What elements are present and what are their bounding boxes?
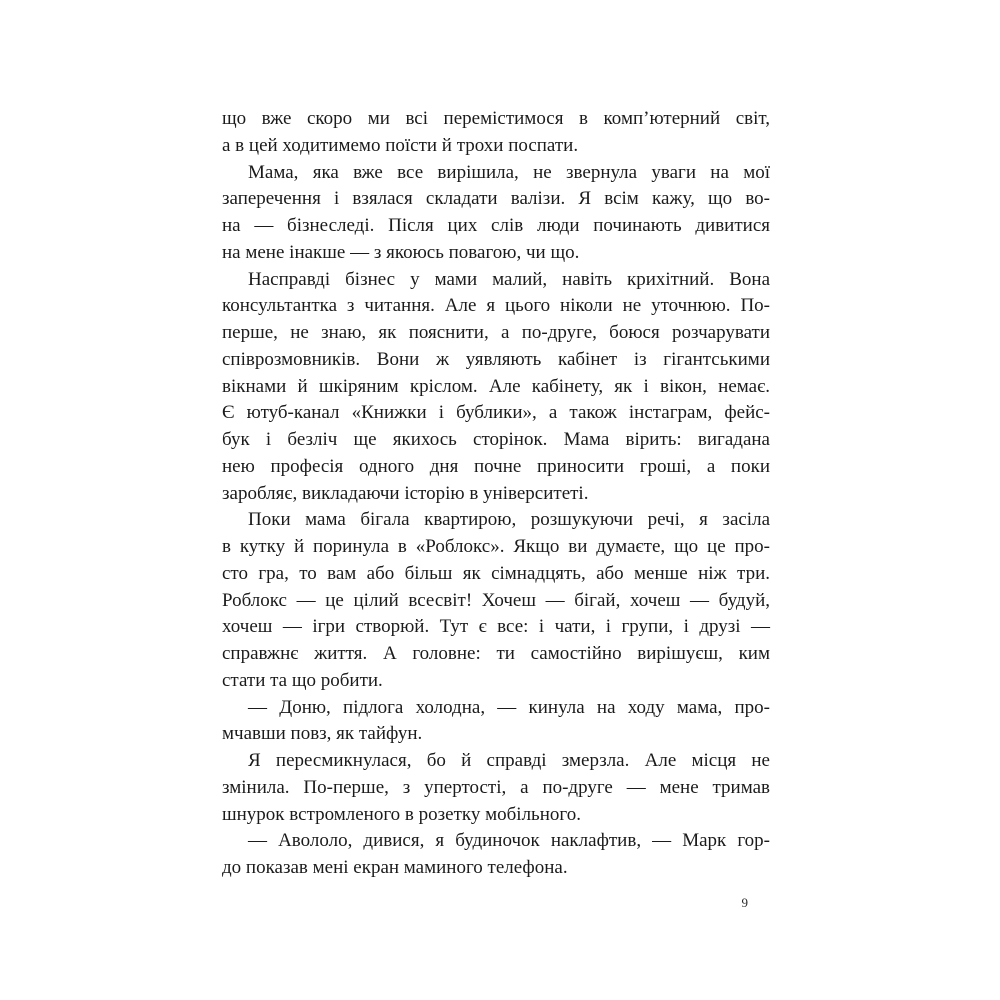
paragraph bbox=[222, 160, 770, 267]
text-line: сто гра, то вам або більш як сімнадцять, або менше ніж три. bbox=[222, 562, 770, 584]
paragraph bbox=[222, 106, 770, 160]
text-line: шнурок встромленого в розетку мобільного. bbox=[222, 803, 581, 825]
text-line: а в цей ходитимемо поїсти й трохи поспати. bbox=[222, 134, 579, 156]
text-line: Я пересмикнулася, бо й справді змерзла. Але місця не bbox=[248, 750, 770, 771]
paragraph bbox=[222, 695, 770, 749]
text-line: Насправді бізнес у мами малий, навіть крихітний. Вона bbox=[248, 268, 770, 290]
paragraph bbox=[222, 507, 770, 694]
text-line: стати та що робити. bbox=[222, 669, 383, 691]
text-line: — Авололо, дивися, я будиночок наклафтив, — Марк гор- bbox=[248, 830, 770, 852]
page-footer bbox=[222, 894, 770, 912]
text-line: Поки мама бігала квартирою, розшукуючи речі, я засіла bbox=[248, 509, 770, 531]
text-line: до показав мені екран маминого телефона. bbox=[222, 857, 568, 878]
text-line: змінила. По-перше, з упертості, а по-друге — мене тримав bbox=[222, 776, 770, 798]
text-line: мчавши повз, як тайфун. bbox=[222, 723, 423, 745]
text-line: Мама, яка вже все вирішила, не звернула уваги на мої bbox=[248, 161, 770, 183]
text-line: — Доню, підлога холодна, — кинула на ходу мама, про- bbox=[248, 696, 770, 718]
text-line: нею професія одного дня почне приносити гроші, а поки bbox=[222, 455, 770, 477]
text-line: заробляє, викладаючи історію в університеті. bbox=[222, 482, 589, 504]
paragraph bbox=[222, 828, 770, 882]
text-line: що вже скоро ми всі перемістимося в комп’ютерний світ, bbox=[222, 108, 770, 129]
text-line: бук і безліч ще якихось сторінок. Мама вірить: вигадана bbox=[222, 429, 770, 450]
text-line: справжнє життя. А головне: ти самостійно вирішуєш, ким bbox=[222, 643, 770, 664]
text-line: Роблокс — це цілий всесвіт! Хочеш — бігай, хочеш — будуй, bbox=[222, 589, 770, 611]
text-line: перше, не знаю, як пояснити, а по-друге, боюся розчарувати bbox=[222, 322, 770, 343]
paragraph bbox=[222, 748, 770, 828]
page-number: 9 bbox=[741, 895, 748, 910]
text-line: Є ютуб-канал «Книжки і бублики», а також інстаграм, фейс- bbox=[222, 402, 770, 424]
text-line: заперечення і взялася складати валізи. Я всім кажу, що во- bbox=[222, 188, 770, 210]
text-line: на мене інакше — з якоюсь повагою, чи що. bbox=[222, 241, 580, 263]
paragraph bbox=[222, 267, 770, 508]
text-line: консультантка з читання. Але я цього ніколи не уточнюю. По- bbox=[222, 295, 770, 317]
text-line: співрозмовників. Вони ж уявляють кабінет із гігантськими bbox=[222, 348, 770, 370]
text-line: на — бізнеследі. Після цих слів люди починають дивитися bbox=[222, 215, 770, 236]
text-block bbox=[222, 106, 770, 882]
text-line: хочеш — ігри створюй. Тут є все: і чати, і групи, і друзі — bbox=[222, 616, 770, 638]
text-line: вікнами й шкіряним кріслом. Але кабінету, як і вікон, немає. bbox=[222, 375, 770, 397]
text-line: в кутку й поринула в «Роблокс». Якщо ви думаєте, що це про- bbox=[222, 536, 770, 557]
